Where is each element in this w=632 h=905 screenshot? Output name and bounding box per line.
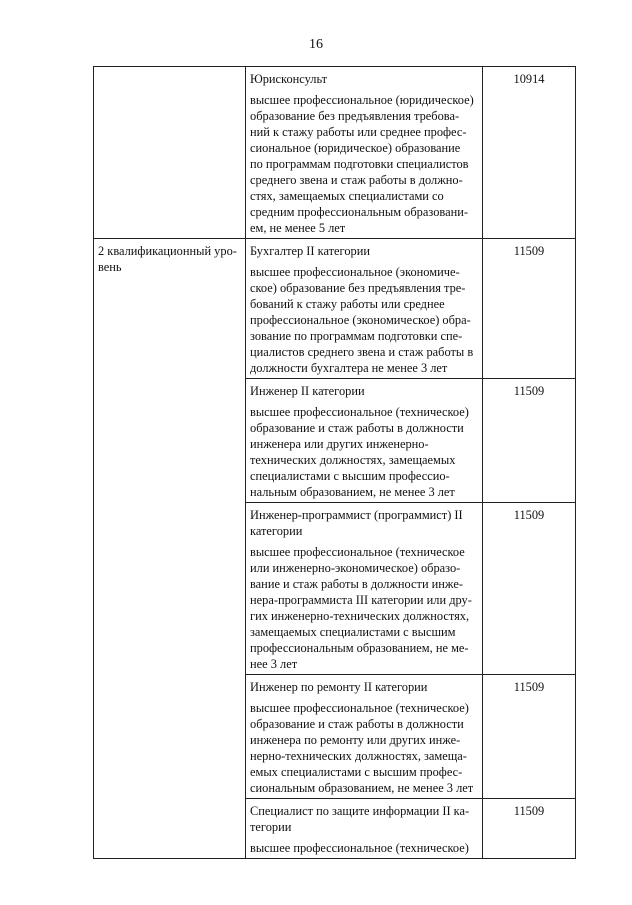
position-cell [246, 799, 483, 859]
salary-code-cell: 10914 [483, 67, 576, 239]
position-title: Инженер по ремонту II категории [250, 680, 428, 694]
salary-code-cell: 11509 [483, 799, 576, 859]
position-cell [246, 503, 483, 675]
position-cell [246, 675, 483, 799]
position-requirements: высшее профессиональное (техническое) образование и стаж работы в должности инженера или других инженерно- технических должностях, замещаемых специалистами с высшим профессио- нальным образованием, не менее 3 лет [250, 405, 469, 499]
qualification-level-cell: 2 квалификационный уро- вень [94, 239, 246, 859]
position-title: Юрисконсульт [250, 72, 328, 86]
table-row [94, 67, 576, 239]
position-title: Бухгалтер II категории [250, 244, 370, 258]
qualification-level-cell [94, 67, 246, 239]
position-cell [246, 239, 483, 379]
position-title: Инженер-программист (программист) II категории [250, 508, 463, 538]
position-cell [246, 67, 483, 239]
salary-code-cell: 11509 [483, 503, 576, 675]
position-requirements: высшее профессиональное (техническое) [250, 841, 469, 855]
position-title: Инженер II категории [250, 384, 365, 398]
table-row [94, 239, 576, 379]
salary-code-cell: 11509 [483, 379, 576, 503]
page-number: 16 [309, 37, 323, 52]
position-title: Специалист по защите информации II ка- тегории [250, 804, 470, 834]
position-requirements: высшее профессиональное (юридическое) образование без предъявления требова- ний к стажу работы или среднее профес- сиональное (юридическое) образование по программам подготовки специалистов среднего звена и стаж работы в должно- стях, замещаемых специалистами со средним профессиональным образовани- ем, не менее 5 лет [250, 93, 474, 235]
position-requirements: высшее профессиональное (экономиче- ское) образование без предъявления тре- бований к стажу работы или среднее профессиональное (экономическое) обра- зование по программам подготовки спе- циалистов среднего звена и стаж работы в должности бухгалтера не менее 3 лет [250, 265, 474, 375]
salary-code-cell: 11509 [483, 239, 576, 379]
position-requirements: высшее профессиональное (техническое) образование и стаж работы в должности инженера по ремонту или других инже- нерно-технических должностях, замеща- емых специалистами с высшим профес- сиональным образованием, не менее 3 лет [250, 701, 474, 795]
position-cell [246, 379, 483, 503]
qualification-table [93, 66, 576, 859]
position-requirements: высшее профессиональное (техническое или инженерно-экономическое) образо- вание и стаж работы в должности инже- нера-программиста III категории или дру- гих инженерно-технических должностях, замещаемых специалистами с высшим профессиональным образованием, не ме- нее 3 лет [250, 545, 472, 671]
salary-code-cell: 11509 [483, 675, 576, 799]
